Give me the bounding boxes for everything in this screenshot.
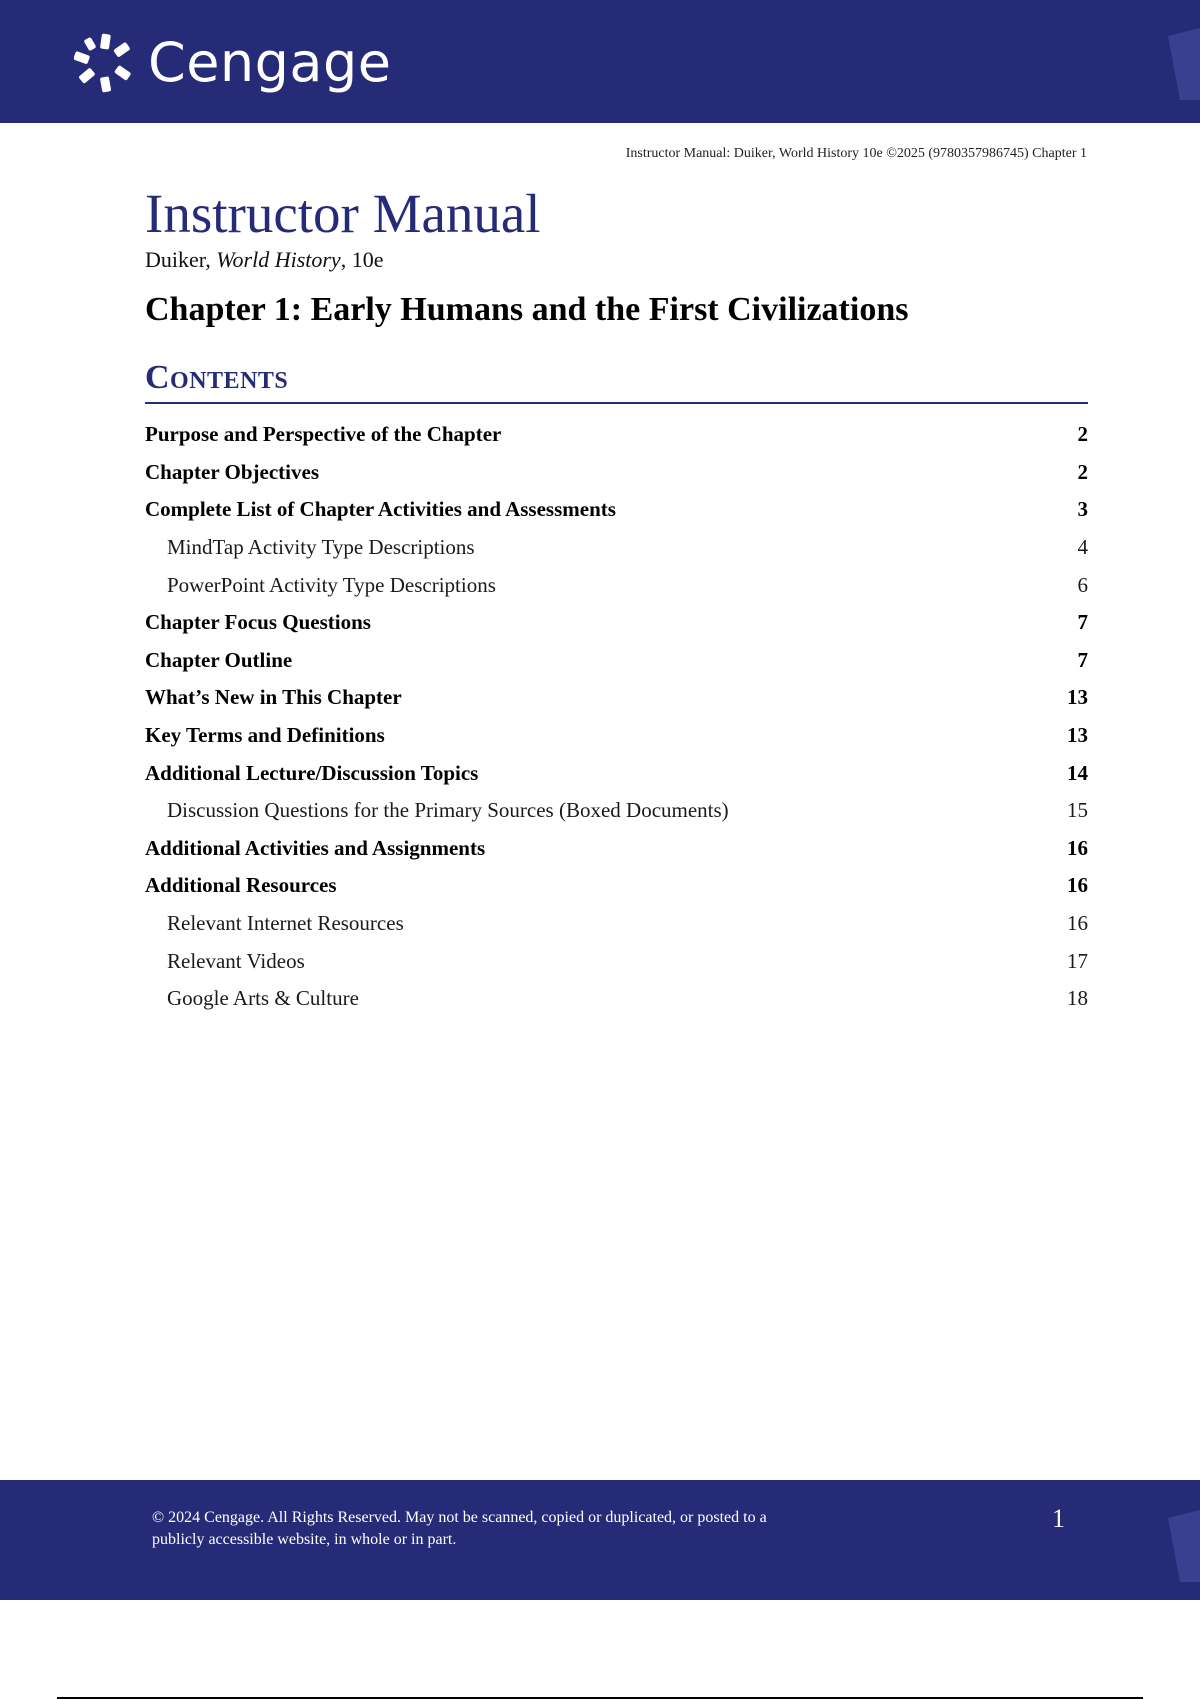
table-of-contents xyxy=(145,416,1088,1018)
toc-entry-label: Chapter Focus Questions xyxy=(145,610,371,635)
cengage-logo[interactable] xyxy=(74,32,392,94)
book-citation xyxy=(145,247,383,273)
toc-entry[interactable] xyxy=(145,679,1088,717)
toc-entry-label: Relevant Videos xyxy=(167,948,305,973)
book-author: Duiker, xyxy=(145,247,217,272)
toc-entry-page: 2 xyxy=(1077,422,1088,447)
toc-entry-page: 3 xyxy=(1077,497,1088,522)
chapter-title: Chapter 1: Early Humans and the First Civilizations xyxy=(145,291,909,328)
footer-copyright xyxy=(152,1507,872,1551)
toc-entry[interactable] xyxy=(145,754,1088,792)
copyright-line-1: © 2024 Cengage. All Rights Reserved. May not be scanned, copied or duplicated, or posted to a xyxy=(152,1509,767,1526)
book-title: World History xyxy=(216,247,341,272)
toc-entry-label: Additional Lecture/Discussion Topics xyxy=(145,760,479,785)
toc-entry[interactable] xyxy=(145,529,1088,567)
page-number: 1 xyxy=(1052,1504,1065,1533)
toc-entry-label: Additional Activities and Assignments xyxy=(145,835,486,860)
brand-wordmark: Cengage xyxy=(148,31,392,94)
toc-entry-page: 4 xyxy=(1077,535,1088,560)
toc-entry[interactable] xyxy=(145,942,1088,980)
toc-entry-label: Google Arts & Culture xyxy=(167,986,359,1011)
toc-entry[interactable] xyxy=(145,830,1088,868)
toc-entry-page: 15 xyxy=(1067,798,1088,823)
bottom-rule xyxy=(57,1697,1143,1699)
running-head: Instructor Manual: Duiker, World History 10e ©2025 (9780357986745) Chapter 1 xyxy=(625,146,1087,161)
page-title: Instructor Manual xyxy=(145,183,541,244)
toc-entry-page: 13 xyxy=(1067,685,1088,710)
toc-entry[interactable] xyxy=(145,642,1088,680)
corner-decoration xyxy=(1160,28,1200,108)
toc-entry-label: Key Terms and Definitions xyxy=(145,723,385,748)
toc-entry[interactable] xyxy=(145,717,1088,755)
toc-entry-label: PowerPoint Activity Type Descriptions xyxy=(167,572,496,597)
toc-entry[interactable] xyxy=(145,566,1088,604)
toc-entry-page: 6 xyxy=(1077,572,1088,597)
footer-corner-decoration xyxy=(1160,1510,1200,1590)
toc-entry-page: 13 xyxy=(1067,723,1088,748)
toc-entry-label: MindTap Activity Type Descriptions xyxy=(167,535,475,560)
toc-entry-page: 17 xyxy=(1067,948,1088,973)
contents-divider xyxy=(145,402,1088,404)
cengage-sparkle-icon xyxy=(74,32,136,94)
header-band xyxy=(0,0,1200,123)
toc-entry-label: Chapter Objectives xyxy=(145,459,319,484)
toc-entry-page: 7 xyxy=(1077,610,1088,635)
toc-entry-page: 16 xyxy=(1067,911,1088,936)
contents-heading: Contents xyxy=(145,359,289,396)
toc-entry[interactable] xyxy=(145,491,1088,529)
toc-entry[interactable] xyxy=(145,416,1088,454)
toc-entry[interactable] xyxy=(145,867,1088,905)
toc-entry-label: What’s New in This Chapter xyxy=(145,685,402,710)
toc-entry[interactable] xyxy=(145,604,1088,642)
toc-entry-page: 14 xyxy=(1067,760,1088,785)
toc-entry-label: Relevant Internet Resources xyxy=(167,911,404,936)
toc-entry-label: Chapter Outline xyxy=(145,647,293,672)
toc-entry-page: 16 xyxy=(1067,873,1088,898)
toc-entry-page: 18 xyxy=(1067,986,1088,1011)
toc-entry-label: Additional Resources xyxy=(145,873,337,898)
toc-entry[interactable] xyxy=(145,792,1088,830)
toc-entry-label: Complete List of Chapter Activities and Assessments xyxy=(145,497,616,522)
toc-entry[interactable] xyxy=(145,905,1088,943)
toc-entry[interactable] xyxy=(145,980,1088,1018)
book-edition: , 10e xyxy=(340,247,384,272)
toc-entry-page: 2 xyxy=(1077,459,1088,484)
toc-entry[interactable] xyxy=(145,454,1088,492)
toc-entry-label: Purpose and Perspective of the Chapter xyxy=(145,422,502,447)
copyright-line-2: publicly accessible website, in whole or in part. xyxy=(152,1531,457,1548)
toc-entry-page: 7 xyxy=(1077,647,1088,672)
toc-entry-label: Discussion Questions for the Primary Sources (Boxed Documents) xyxy=(167,798,729,823)
toc-entry-page: 16 xyxy=(1067,835,1088,860)
footer-band xyxy=(0,1480,1200,1600)
